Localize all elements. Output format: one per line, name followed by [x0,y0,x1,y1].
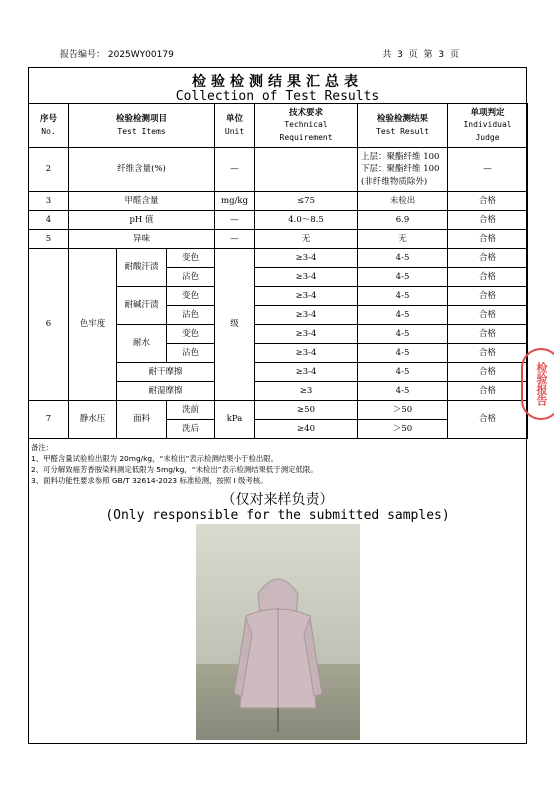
note-3: 3、面料功能性要求参照 GB/T 32614-2023 标准检测，按照 I 级考核。 [31,476,268,486]
table-row [29,211,528,230]
row-result: 4-5 [358,287,448,306]
row-result: ＞50 [358,401,448,420]
header-judge: 单项判定 Individual Judge [448,104,528,148]
row-requirement: 4.0～8.5 [255,211,358,230]
row-requirement: ≥3-4 [255,287,358,306]
table-row [29,148,528,192]
title-english: Collection of Test Results [175,89,380,104]
report-number: 报告编号： 2025WY00179 [60,50,174,60]
row-requirement: ≥3-4 [255,249,358,268]
note-1: 1、甲醛含量试验检出限为 20mg/kg，“未检出”表示检测结果小于检出限。 [31,454,279,464]
row-no: 6 [29,249,69,401]
row-requirement [255,148,358,192]
row-requirement: ≥3-4 [255,344,358,363]
row-no: 4 [29,211,69,230]
report-frame [28,67,527,744]
note-2: 2、可分解致癌芳香胺染料测定低限为 5mg/kg，“未检出”表示检测结果低于测定低限。 [31,465,318,475]
row-judge: — [448,148,528,192]
row-judge: 合格 [448,306,528,325]
row-result: 4-5 [358,382,448,401]
row-item: 纤维含量(%) [69,148,215,192]
row-requirement: ≥3-4 [255,363,358,382]
row-judge: 合格 [448,211,528,230]
header-requirement: 技术要求 Technical Requirement [255,104,358,148]
row-judge: 合格 [448,249,528,268]
row-result: 4-5 [358,344,448,363]
page-count: 共 3 页 第 3 页 [382,50,459,60]
row-unit: mg/kg [215,192,255,211]
row-unit: kPa [215,401,255,439]
row-judge: 合格 [448,382,528,401]
sub-item-dry-rub: 耐干摩擦 [117,363,215,382]
row-requirement: ≥3-4 [255,268,358,287]
row-requirement: ≥3-4 [255,325,358,344]
row-result: 4-5 [358,249,448,268]
table-row [29,249,528,268]
row-judge: 合格 [448,344,528,363]
notes-label: 备注： [31,443,54,452]
sub-item-change: 变色 [167,287,215,306]
header-seq: 序号 No. [29,104,69,148]
sub-item-change: 变色 [167,325,215,344]
row-item: 静水压 [69,401,117,439]
row-item: 异味 [69,230,215,249]
row-no: 3 [29,192,69,211]
row-requirement: ≥3-4 [255,306,358,325]
table-row [29,230,528,249]
header-unit: 单位 Unit [215,104,255,148]
row-result: ＞50 [358,420,448,439]
row-result: 4-5 [358,325,448,344]
row-result: 4-5 [358,306,448,325]
row-judge: 合格 [448,268,528,287]
inspection-stamp: 检验报告 [521,348,554,420]
row-no: 7 [29,401,69,439]
sub-item-stain: 沾色 [167,306,215,325]
sub-item-acid: 耐酸汗渍 [117,249,167,287]
sub-item-wet-rub: 耐湿摩擦 [117,382,215,401]
title-chinese: 检验检测结果汇总表 [192,74,363,90]
jacket-image [196,524,360,740]
sub-item-stain: 沾色 [167,268,215,287]
row-item: 甲醛含量 [69,192,215,211]
sub-item-stain: 沾色 [167,344,215,363]
row-judge: 合格 [448,363,528,382]
row-no: 2 [29,148,69,192]
sub-item-before-wash: 洗前 [167,401,215,420]
table-row [29,401,528,420]
row-result: 上层：聚酯纤维 100 下层：聚酯纤维 100 (非纤维物质除外) [358,148,448,192]
row-unit: 级 [215,249,255,401]
notes [31,442,318,486]
header-result: 检验检测结果 Test Result [358,104,448,148]
sample-photo [196,524,360,740]
sub-item-change: 变色 [167,249,215,268]
row-requirement: ≥40 [255,420,358,439]
row-judge: 合格 [448,192,528,211]
row-judge: 合格 [448,401,528,439]
header-items: 检验检测项目 Test Items [69,104,215,148]
row-requirement: 无 [255,230,358,249]
row-unit: — [215,211,255,230]
table-row [29,192,528,211]
sub-item-fabric: 面料 [117,401,167,439]
row-requirement: ≥50 [255,401,358,420]
row-requirement: ≥3 [255,382,358,401]
row-result: 6.9 [358,211,448,230]
row-judge: 合格 [448,287,528,306]
row-unit: — [215,148,255,192]
sub-item-alkali: 耐碱汗渍 [117,287,167,325]
row-item: 色牢度 [69,249,117,401]
row-result: 4-5 [358,363,448,382]
row-unit: — [215,230,255,249]
row-result: 未检出 [358,192,448,211]
results-table [28,103,528,439]
responsibility-en: (Only responsible for the submitted samples) [105,508,450,523]
row-result: 4-5 [358,268,448,287]
row-item: pH 值 [69,211,215,230]
table-header-row [29,104,528,148]
row-judge: 合格 [448,230,528,249]
row-judge: 合格 [448,325,528,344]
row-requirement: ≤75 [255,192,358,211]
row-no: 5 [29,230,69,249]
row-result: 无 [358,230,448,249]
responsibility-zh: （仅对来样负责） [221,492,334,508]
sub-item-water: 耐水 [117,325,167,363]
sub-item-after-wash: 洗后 [167,420,215,439]
